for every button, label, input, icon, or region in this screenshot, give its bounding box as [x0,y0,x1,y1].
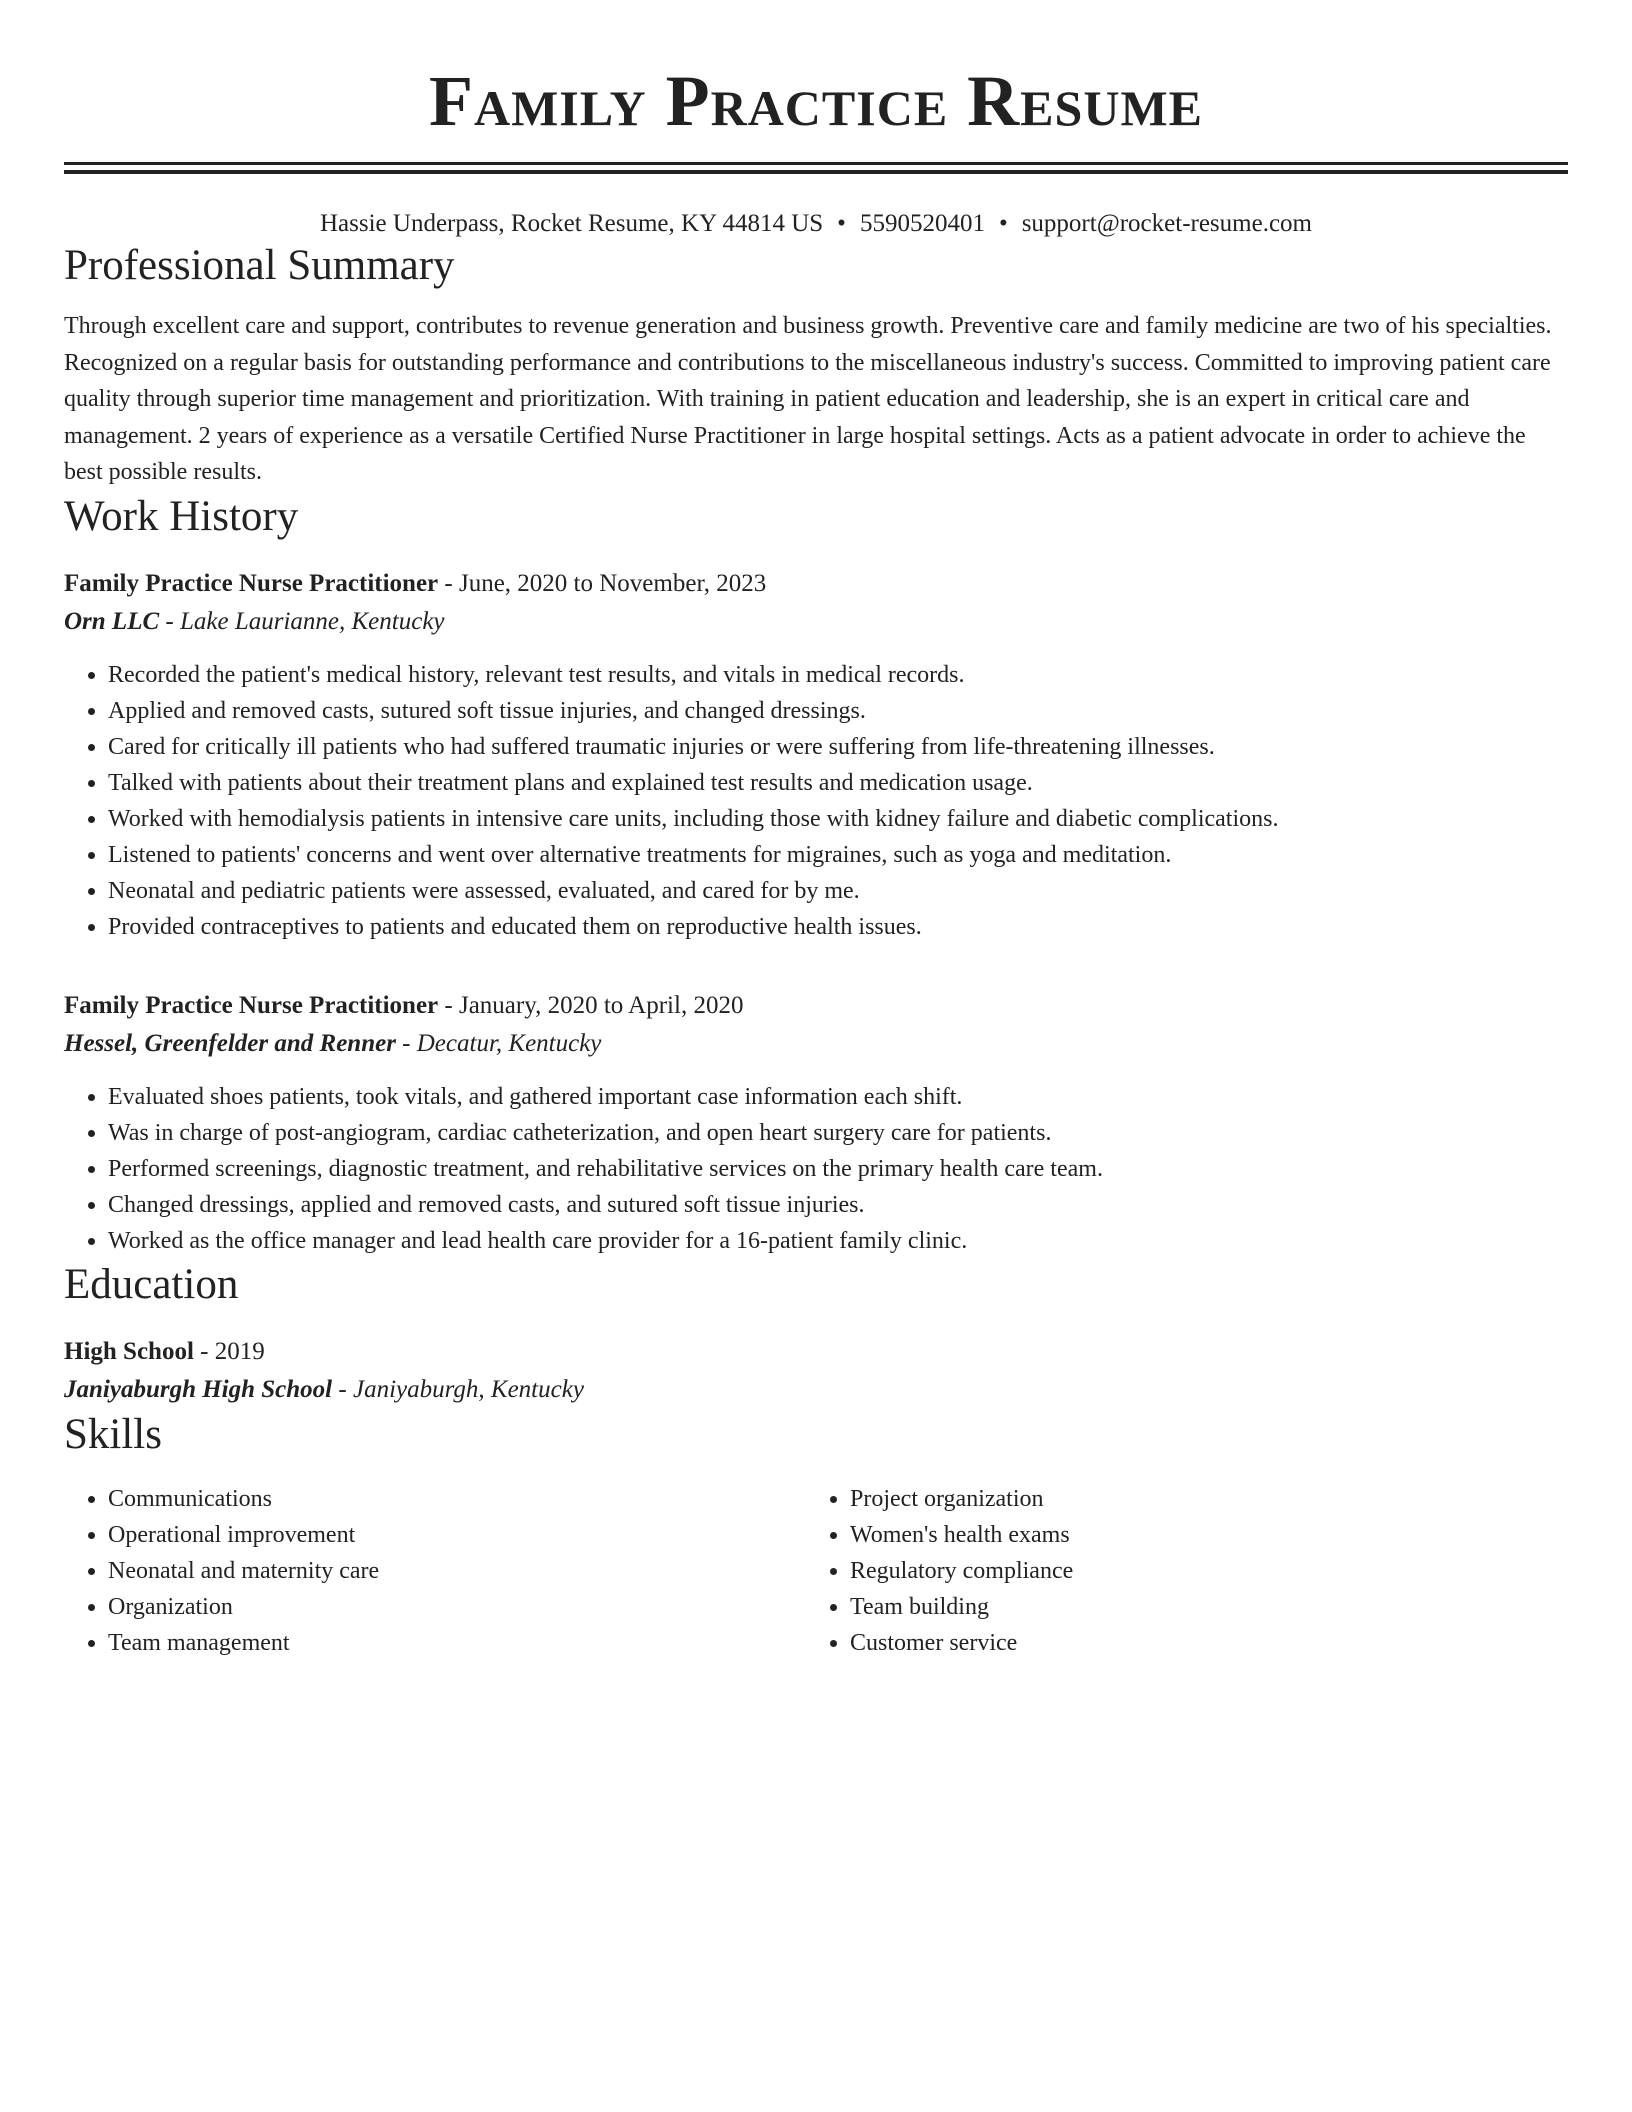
contact-phone: 5590520401 [859,210,985,237]
job-title-line [64,565,1568,603]
education-year: 2019 [214,1337,265,1365]
summary-heading: Professional Summary [64,242,455,289]
dash: - [438,569,459,597]
education-entry [64,1333,1568,1409]
job-title: Family Practice Nurse Practitioner [64,991,439,1019]
dash: - [395,1029,417,1057]
work-history-heading: Work History [64,492,299,540]
dash: - [193,1337,215,1365]
job-bullet: • Worked with hemodialysis patients in intensive care units, including those with kidney failure and diabetic complications. [108,801,1568,837]
job-bullet: • Cared for critically ill patients who had suffered traumatic injuries or were suffering from life-threatening illnesses. [108,729,1568,765]
job-entry [64,987,1568,1259]
skills-heading: Skills [64,1410,162,1458]
education-location: Janiyaburgh, Kentucky [352,1375,584,1403]
job-bullet: • Was in charge of post-angiogram, cardiac catheterization, and open heart surgery care for patients. [108,1115,1568,1151]
dash: - [159,607,180,635]
skill-item: • Women's health exams [850,1517,1548,1553]
summary-text: Through excellent care and support, contributes to revenue generation and business growth. Preventive care and family medicine are two of his specialties. Recognized on a regular basis for outstanding performance and contributions to the miscellaneous industry's success. Committed to improving patient care quality through superior time management and prioritization. With training in patient education and leadership, she is an expert in critical care and management. 2 years of experience as a versatile Certified Nurse Practitioner in large hospital settings. Acts as a patient advocate in order to achieve the best possible results. [64,313,1552,485]
job-title: Family Practice Nurse Practitioner [64,569,439,597]
title-divider [64,162,1568,174]
education-degree: High School [64,1337,194,1365]
education-degree-line [64,1333,1568,1371]
job-bullet: • Applied and removed casts, sutured soft tissue injuries, and changed dressings. [108,693,1568,729]
education-school: Janiyaburgh High School [64,1375,333,1403]
skill-item: • Communications [108,1481,806,1517]
job-bullet: • Talked with patients about their treatment plans and explained test results and medication usage. [108,765,1568,801]
skills-column-left [64,1481,806,1661]
skill-item: • Regulatory compliance [850,1553,1548,1589]
job-dates: January, 2020 to April, 2020 [458,991,744,1019]
education-heading: Education [64,1260,239,1308]
page-title: Family Practice Resume [429,61,1203,141]
skills-column-right [806,1481,1548,1661]
skill-item: • Organization [108,1589,806,1625]
contact-line [64,208,1568,240]
job-location: Decatur, Kentucky [416,1029,602,1057]
skills-grid [64,1481,1568,1661]
job-bullet: • Recorded the patient's medical history, relevant test results, and vitals in medical records. [108,657,1568,693]
job-bullet: • Evaluated shoes patients, took vitals, and gathered important case information each shift. [108,1079,1568,1115]
contact-separator: • [837,210,846,237]
skill-item: • Neonatal and maternity care [108,1553,806,1589]
job-location: Lake Laurianne, Kentucky [179,607,445,635]
job-entry [64,565,1568,945]
skill-item: • Operational improvement [108,1517,806,1553]
contact-email: support@rocket-resume.com [1021,210,1312,237]
job-bullet: • Neonatal and pediatric patients were assessed, evaluated, and cared for by me. [108,873,1568,909]
job-company-line [64,603,1568,641]
skill-item: • Team building [850,1589,1548,1625]
contact-separator: • [998,210,1008,237]
job-bullet-list [64,1079,1568,1259]
dash: - [438,991,459,1019]
job-bullet: • Performed screenings, diagnostic treatment, and rehabilitative services on the primary health care team. [108,1151,1568,1187]
skill-item: • Team management [108,1625,806,1661]
dash: - [332,1375,353,1403]
skill-item: • Customer service [850,1625,1548,1661]
job-title-line [64,987,1568,1025]
job-bullet: • Provided contraceptives to patients and educated them on reproductive health issues. [108,909,1568,945]
job-bullet: • Listened to patients' concerns and went over alternative treatments for migraines, such as yoga and meditation. [108,837,1568,873]
job-dates: June, 2020 to November, 2023 [458,569,767,597]
job-company-line [64,1025,1568,1063]
education-school-line [64,1371,1568,1409]
job-bullet: • Worked as the office manager and lead health care provider for a 16-patient family clinic. [108,1223,1568,1259]
job-bullet-list [64,657,1568,945]
job-company: Orn LLC [64,607,160,635]
job-company: Hessel, Greenfelder and Renner [64,1029,396,1057]
contact-address: Hassie Underpass, Rocket Resume, KY 44814 US [319,210,824,237]
skill-item: • Project organization [850,1481,1548,1517]
job-bullet: • Changed dressings, applied and removed casts, and sutured soft tissue injuries. [108,1187,1568,1223]
